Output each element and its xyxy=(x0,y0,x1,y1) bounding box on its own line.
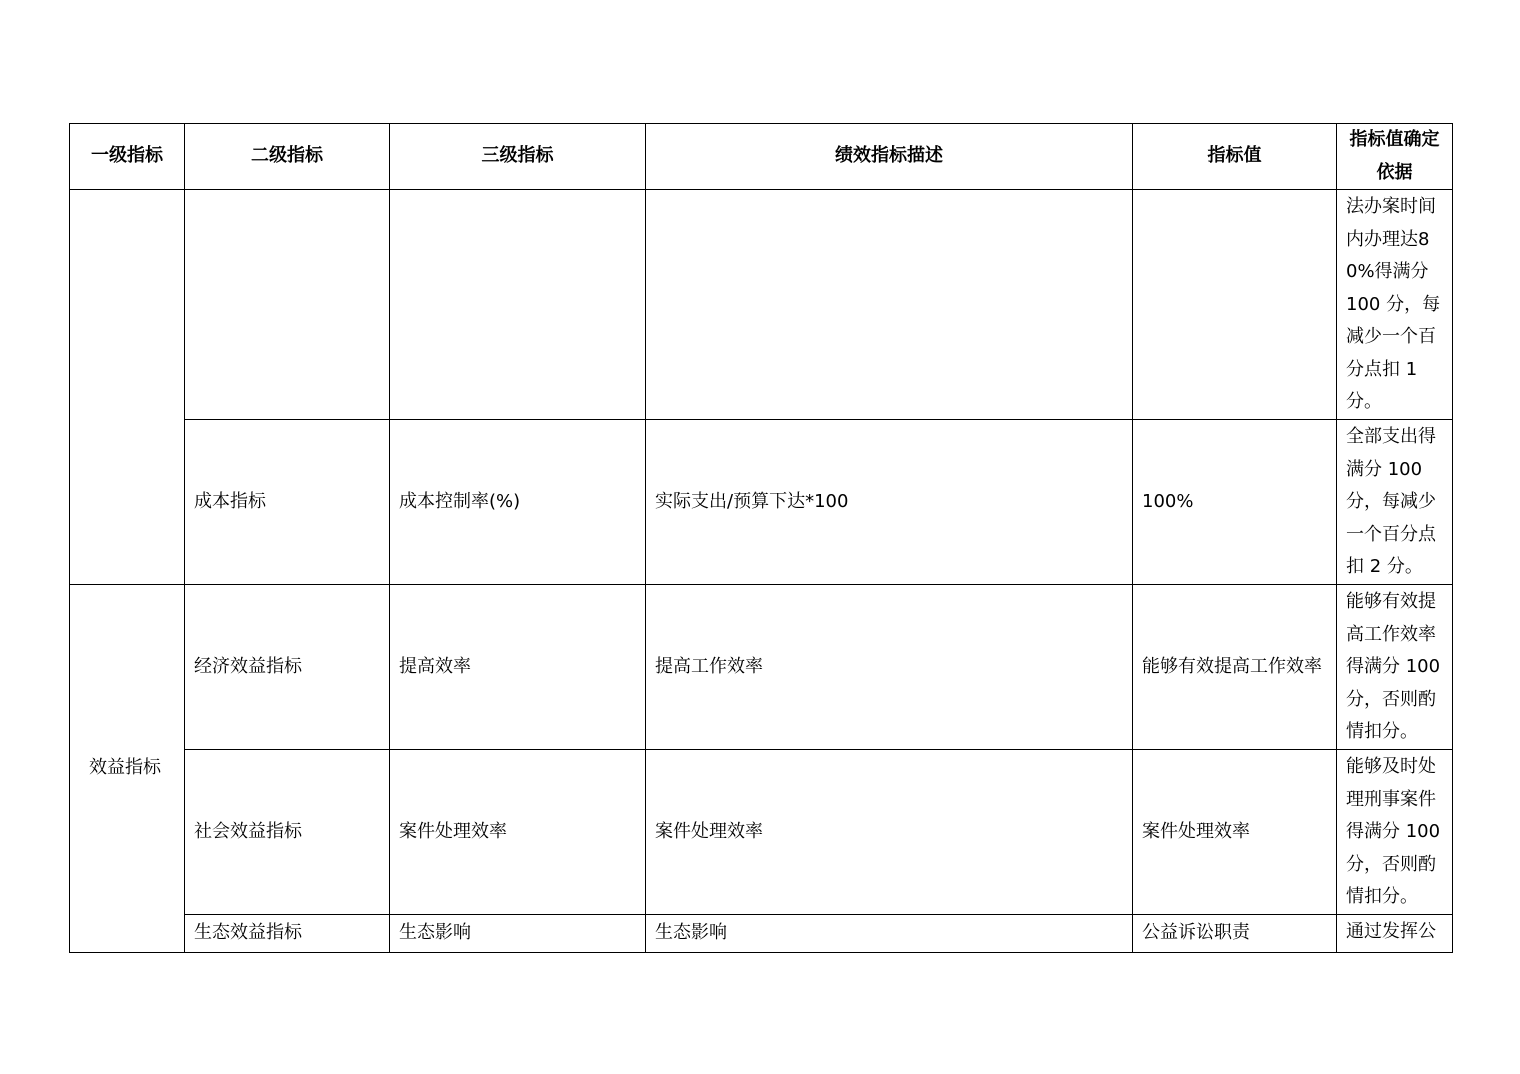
cell-value: 案件处理效率 xyxy=(1133,750,1337,915)
cell-level2: 生态效益指标 xyxy=(185,915,390,953)
cell-level3: 案件处理效率 xyxy=(390,750,646,915)
performance-indicator-table xyxy=(69,123,1453,953)
cell-basis: 全部支出得满分 100 分，每减少一个百分点扣 2 分。 xyxy=(1337,420,1453,585)
table-row xyxy=(70,420,1453,585)
cell-level2: 社会效益指标 xyxy=(185,750,390,915)
cell-value xyxy=(1133,190,1337,420)
cell-level1: 效益指标 xyxy=(70,585,185,953)
table-row xyxy=(70,915,1453,953)
header-level1: 一级指标 xyxy=(70,124,185,190)
header-value: 指标值 xyxy=(1133,124,1337,190)
cell-description: 案件处理效率 xyxy=(646,750,1133,915)
header-level2: 二级指标 xyxy=(185,124,390,190)
cell-level1 xyxy=(70,190,185,585)
cell-level3 xyxy=(390,190,646,420)
table-row xyxy=(70,190,1453,420)
cell-level3: 提高效率 xyxy=(390,585,646,750)
cell-description: 实际支出/预算下达*100 xyxy=(646,420,1133,585)
table-row xyxy=(70,750,1453,915)
cell-level3: 成本控制率(%) xyxy=(390,420,646,585)
cell-basis: 通过发挥公 xyxy=(1337,915,1453,953)
cell-description: 提高工作效率 xyxy=(646,585,1133,750)
header-description: 绩效指标描述 xyxy=(646,124,1133,190)
cell-value: 100% xyxy=(1133,420,1337,585)
cell-basis: 能够有效提高工作效率得满分 100 分，否则酌情扣分。 xyxy=(1337,585,1453,750)
cell-description xyxy=(646,190,1133,420)
cell-value: 公益诉讼职责 xyxy=(1133,915,1337,953)
cell-value: 能够有效提高工作效率 xyxy=(1133,585,1337,750)
cell-basis: 法办案时间内办理达80%得满分 100 分，每减少一个百分点扣 1 分。 xyxy=(1337,190,1453,420)
cell-level2: 成本指标 xyxy=(185,420,390,585)
cell-level2: 经济效益指标 xyxy=(185,585,390,750)
cell-level2 xyxy=(185,190,390,420)
header-basis: 指标值确定依据 xyxy=(1337,124,1453,190)
cell-level3: 生态影响 xyxy=(390,915,646,953)
cell-basis: 能够及时处理刑事案件得满分 100 分，否则酌情扣分。 xyxy=(1337,750,1453,915)
header-row xyxy=(70,124,1453,190)
cell-description: 生态影响 xyxy=(646,915,1133,953)
header-level3: 三级指标 xyxy=(390,124,646,190)
table-row xyxy=(70,585,1453,750)
